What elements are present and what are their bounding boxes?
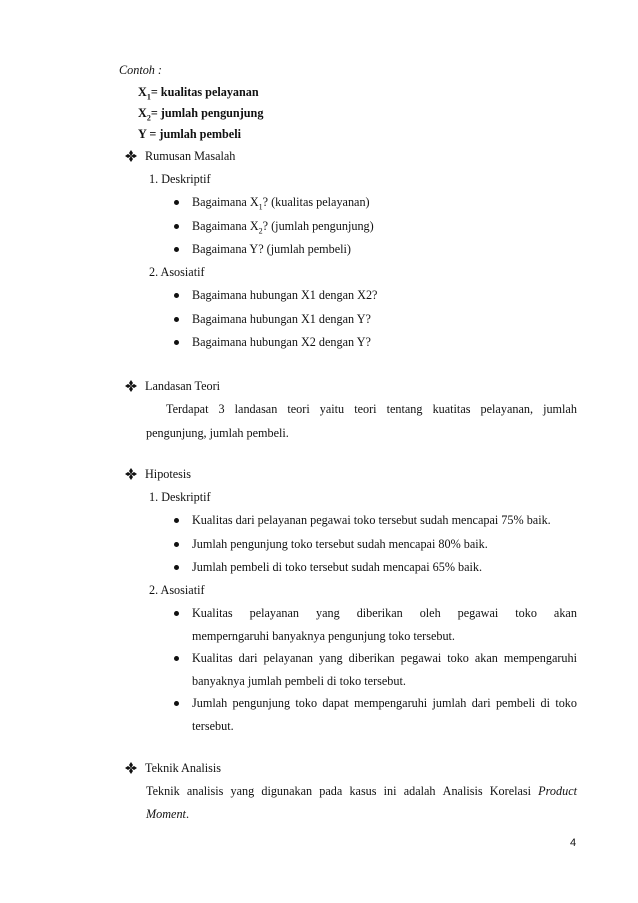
- rumusan-deskriptif-label: 1. Deskriptif: [149, 172, 211, 186]
- definition-x2: $X_2=$ jumlah pengunjung: [138, 106, 264, 123]
- landasan-heading: Landasan Teori: [145, 379, 221, 393]
- page-number: 4: [570, 837, 577, 849]
- hipotesis-asosiatif-item-line: tersebut.: [192, 719, 234, 733]
- teknik-paragraph-line: Moment.: [146, 807, 189, 821]
- hipotesis-asosiatif-item-line: banyaknya jumlah pembeli di toko tersebut.: [192, 674, 406, 688]
- hipotesis-deskriptif-item: Kualitas dari pelayanan pegawai toko tersebut sudah mencapai 75% baik.: [192, 513, 551, 527]
- bullet-dot-icon: [174, 247, 179, 252]
- diamond-bullet-icon: [125, 380, 137, 392]
- bullet-dot-icon: [174, 224, 179, 229]
- rumusan-deskriptif-item: Bagaimana $X_2$? (jumlah pengunjung): [192, 219, 374, 236]
- rumusan-deskriptif-item: Bagaimana $X_1$? (kualitas pelayanan): [192, 195, 370, 212]
- bullet-dot-icon: [174, 701, 179, 706]
- landasan-paragraph-line: pengunjung, jumlah pembeli.: [146, 426, 289, 440]
- bullet-dot-icon: [174, 656, 179, 661]
- bullet-dot-icon: [174, 340, 179, 345]
- diamond-bullet-icon: [125, 468, 137, 480]
- rumusan-asosiatif-label: 2. Asosiatif: [149, 265, 205, 279]
- bullet-dot-icon: [174, 293, 179, 298]
- hipotesis-asosiatif-item-line: Kualitas pelayanan yang diberikan oleh pegawai toko akan: [192, 606, 577, 620]
- bullet-dot-icon: [174, 518, 179, 523]
- rumusan-deskriptif-item: Bagaimana Y? (jumlah pembeli): [192, 242, 351, 256]
- hipotesis-deskriptif-item: Jumlah pengunjung toko tersebut sudah mencapai 80% baik.: [192, 537, 488, 551]
- bullet-dot-icon: [174, 317, 179, 322]
- hipotesis-asosiatif-item-line: memperngaruhi banyaknya pengunjung toko tersebut.: [192, 629, 455, 643]
- rumusan-heading: Rumusan Masalah: [145, 149, 236, 163]
- hipotesis-heading: Hipotesis: [145, 467, 192, 481]
- definition-x1: $X_1=$ kualitas pelayanan: [138, 85, 259, 102]
- diamond-bullet-icon: [125, 150, 137, 162]
- rumusan-asosiatif-item: Bagaimana hubungan X2 dengan Y?: [192, 335, 371, 349]
- bullet-dot-icon: [174, 565, 179, 570]
- rumusan-asosiatif-item: Bagaimana hubungan X1 dengan X2?: [192, 288, 378, 302]
- hipotesis-deskriptif-label: 1. Deskriptif: [149, 490, 211, 504]
- teknik-heading: Teknik Analisis: [145, 761, 221, 775]
- bullet-dot-icon: [174, 611, 179, 616]
- teknik-paragraph-line: Teknik analisis yang digunakan pada kasus ini adalah Analisis Korelasi Product: [146, 784, 577, 798]
- definition-y: Y = jumlah pembeli: [138, 127, 241, 141]
- bullet-dot-icon: [174, 200, 179, 205]
- contoh-title: Contoh :: [119, 63, 162, 77]
- rumusan-asosiatif-item: Bagaimana hubungan X1 dengan Y?: [192, 312, 371, 326]
- hipotesis-asosiatif-item-line: Kualitas dari pelayanan yang diberikan pegawai toko akan mempengaruhi: [192, 651, 577, 665]
- hipotesis-deskriptif-item: Jumlah pembeli di toko tersebut sudah mencapai 65% baik.: [192, 560, 483, 574]
- bullet-dot-icon: [174, 542, 179, 547]
- hipotesis-asosiatif-label: 2. Asosiatif: [149, 583, 205, 597]
- landasan-paragraph-line: Terdapat 3 landasan teori yaitu teori tentang kuatitas pelayanan, jumlah: [166, 402, 577, 416]
- diamond-bullet-icon: [125, 762, 137, 774]
- hipotesis-asosiatif-item-line: Jumlah pengunjung toko dapat mempengaruhi jumlah dari pembeli di toko: [192, 696, 577, 710]
